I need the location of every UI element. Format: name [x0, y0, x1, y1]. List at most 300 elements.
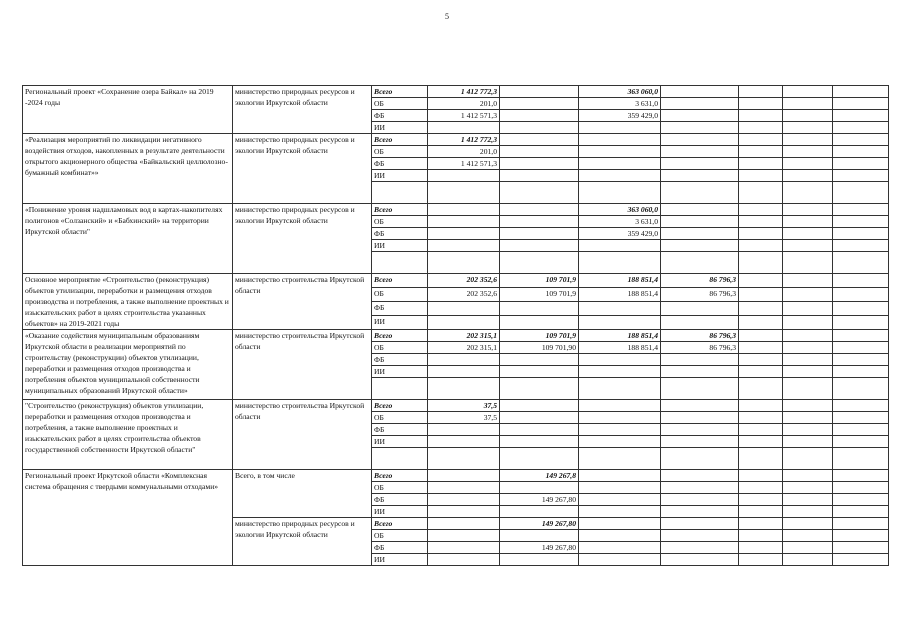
empty-cell — [579, 448, 661, 470]
table-row — [23, 86, 889, 98]
amount-cell: 202 352,6 — [428, 274, 500, 288]
funding-type-cell: ИИ — [372, 506, 428, 518]
empty-cell — [783, 240, 833, 252]
amount-cell — [661, 354, 739, 366]
empty-cell — [833, 518, 889, 530]
empty-cell — [783, 216, 833, 228]
amount-cell — [661, 554, 739, 566]
amount-cell — [428, 216, 500, 228]
amount-cell: 1 412 772,3 — [428, 134, 500, 146]
amount-cell — [739, 400, 783, 412]
amount-cell — [500, 228, 579, 240]
amount-cell: 86 796,3 — [661, 288, 739, 302]
empty-cell — [783, 470, 833, 482]
funding-type-cell: ИИ — [372, 122, 428, 134]
amount-cell — [428, 518, 500, 530]
amount-cell — [661, 366, 739, 378]
amount-cell — [579, 412, 661, 424]
amount-cell — [661, 470, 739, 482]
empty-cell — [783, 228, 833, 240]
amount-cell — [661, 302, 739, 316]
amount-cell — [428, 436, 500, 448]
amount-cell — [428, 482, 500, 494]
empty-cell — [783, 302, 833, 316]
amount-cell: 188 851,4 — [579, 342, 661, 354]
amount-cell — [739, 134, 783, 146]
empty-cell — [783, 110, 833, 122]
empty-cell — [783, 158, 833, 170]
amount-cell: 359 429,0 — [579, 110, 661, 122]
executor-cell: министерство природных ресурсов и экологии Иркутской области — [233, 134, 372, 204]
amount-cell — [428, 204, 500, 216]
empty-cell — [739, 378, 783, 400]
amount-cell — [579, 424, 661, 436]
amount-cell — [579, 436, 661, 448]
funding-type-cell: ОБ — [372, 482, 428, 494]
empty-cell — [661, 448, 739, 470]
empty-cell — [661, 252, 739, 274]
amount-cell — [500, 86, 579, 98]
executor-cell: министерство строительства Иркутской области — [233, 330, 372, 400]
amount-cell — [428, 302, 500, 316]
amount-cell — [661, 506, 739, 518]
empty-cell — [833, 342, 889, 354]
funding-type-cell: ОБ — [372, 216, 428, 228]
amount-cell: 86 796,3 — [661, 342, 739, 354]
empty-cell — [428, 182, 500, 204]
amount-cell — [739, 518, 783, 530]
funding-type-cell: ОБ — [372, 412, 428, 424]
empty-cell — [833, 554, 889, 566]
empty-cell — [783, 482, 833, 494]
empty-cell — [783, 436, 833, 448]
amount-cell — [661, 542, 739, 554]
empty-cell — [833, 288, 889, 302]
amount-cell: 363 060,0 — [579, 86, 661, 98]
empty-cell — [833, 542, 889, 554]
amount-cell — [661, 204, 739, 216]
amount-cell: 86 796,3 — [661, 274, 739, 288]
amount-cell — [500, 424, 579, 436]
funding-type-cell: ИИ — [372, 316, 428, 330]
amount-cell — [739, 542, 783, 554]
amount-cell — [428, 354, 500, 366]
empty-cell — [833, 412, 889, 424]
empty-cell — [500, 378, 579, 400]
empty-cell — [500, 448, 579, 470]
table-row — [23, 204, 889, 216]
empty-cell — [739, 252, 783, 274]
empty-cell — [833, 354, 889, 366]
amount-cell — [739, 274, 783, 288]
funding-type-cell: ФБ — [372, 302, 428, 316]
empty-cell — [428, 252, 500, 274]
amount-cell — [661, 518, 739, 530]
empty-cell — [783, 506, 833, 518]
funding-type-cell: ФБ — [372, 354, 428, 366]
amount-cell — [579, 170, 661, 182]
amount-cell — [579, 530, 661, 542]
amount-cell — [579, 494, 661, 506]
empty-cell — [783, 86, 833, 98]
funding-type-cell: ОБ — [372, 146, 428, 158]
empty-cell — [783, 542, 833, 554]
funding-type-cell: Всего — [372, 274, 428, 288]
empty-cell — [833, 158, 889, 170]
amount-cell — [579, 158, 661, 170]
amount-cell — [428, 240, 500, 252]
page-number: 5 — [445, 12, 449, 21]
amount-cell: 109 701,9 — [500, 274, 579, 288]
amount-cell — [500, 554, 579, 566]
amount-cell: 149 267,80 — [500, 518, 579, 530]
amount-cell — [661, 216, 739, 228]
amount-cell: 201,0 — [428, 146, 500, 158]
amount-cell — [661, 158, 739, 170]
amount-cell — [739, 342, 783, 354]
empty-cell — [833, 470, 889, 482]
amount-cell — [661, 122, 739, 134]
empty-cell — [579, 252, 661, 274]
amount-cell — [428, 506, 500, 518]
empty-cell — [833, 252, 889, 274]
amount-cell — [500, 158, 579, 170]
funding-type-cell: ФБ — [372, 424, 428, 436]
amount-cell — [661, 228, 739, 240]
amount-cell — [579, 366, 661, 378]
amount-cell: 359 429,0 — [579, 228, 661, 240]
executor-cell: министерство строительства Иркутской области — [233, 274, 372, 330]
amount-cell — [739, 354, 783, 366]
activity-name-cell: Основное мероприятие «Строительство (реконструкция) объектов утилизации, переработки и размещения отходов производства и потребления, а также выполнение проектных и изыскательских работ в целях строительства указанных объектов» на 2019-2021 годы — [23, 274, 233, 330]
empty-cell — [833, 146, 889, 158]
empty-cell — [833, 436, 889, 448]
table-row — [23, 274, 889, 288]
amount-cell: 109 701,9 — [500, 288, 579, 302]
amount-cell — [500, 122, 579, 134]
empty-cell — [833, 530, 889, 542]
amount-cell — [579, 400, 661, 412]
empty-cell — [783, 378, 833, 400]
amount-cell — [739, 98, 783, 110]
empty-cell — [783, 400, 833, 412]
amount-cell — [579, 506, 661, 518]
empty-cell — [833, 424, 889, 436]
amount-cell — [661, 316, 739, 330]
empty-cell — [783, 134, 833, 146]
empty-cell — [833, 204, 889, 216]
empty-cell — [833, 110, 889, 122]
amount-cell — [739, 110, 783, 122]
amount-cell — [739, 216, 783, 228]
amount-cell — [579, 146, 661, 158]
amount-cell — [500, 98, 579, 110]
amount-cell — [500, 134, 579, 146]
amount-cell — [739, 170, 783, 182]
amount-cell — [739, 470, 783, 482]
amount-cell: 149 267,80 — [500, 494, 579, 506]
amount-cell — [500, 412, 579, 424]
funding-type-cell: ОБ — [372, 342, 428, 354]
amount-cell — [428, 316, 500, 330]
amount-cell — [739, 204, 783, 216]
amount-cell — [661, 400, 739, 412]
table-row — [23, 134, 889, 146]
amount-cell — [500, 366, 579, 378]
funding-type-cell: ОБ — [372, 98, 428, 110]
amount-cell: 86 796,3 — [661, 330, 739, 342]
amount-cell: 202 315,1 — [428, 342, 500, 354]
amount-cell — [500, 204, 579, 216]
empty-cell — [783, 354, 833, 366]
amount-cell — [579, 316, 661, 330]
amount-cell — [500, 146, 579, 158]
amount-cell — [579, 542, 661, 554]
amount-cell: 3 631,0 — [579, 98, 661, 110]
amount-cell — [661, 110, 739, 122]
empty-cell — [783, 494, 833, 506]
amount-cell: 202 315,1 — [428, 330, 500, 342]
amount-cell — [739, 530, 783, 542]
empty-cell — [661, 378, 739, 400]
amount-cell — [500, 482, 579, 494]
empty-cell — [372, 182, 428, 204]
amount-cell — [739, 302, 783, 316]
funding-type-cell: ИИ — [372, 436, 428, 448]
empty-cell — [833, 98, 889, 110]
empty-cell — [833, 494, 889, 506]
funding-type-cell: ФБ — [372, 110, 428, 122]
empty-cell — [428, 448, 500, 470]
amount-cell — [739, 494, 783, 506]
amount-cell — [661, 240, 739, 252]
empty-cell — [783, 518, 833, 530]
amount-cell — [661, 146, 739, 158]
amount-cell — [739, 482, 783, 494]
amount-cell — [739, 316, 783, 330]
amount-cell — [428, 228, 500, 240]
empty-cell — [833, 506, 889, 518]
funding-type-cell: ИИ — [372, 366, 428, 378]
amount-cell — [428, 170, 500, 182]
amount-cell — [739, 436, 783, 448]
empty-cell — [783, 448, 833, 470]
amount-cell — [428, 542, 500, 554]
funding-type-cell: ФБ — [372, 228, 428, 240]
amount-cell — [428, 470, 500, 482]
empty-cell — [783, 412, 833, 424]
executor-cell: министерство природных ресурсов и экологии Иркутской области — [233, 518, 372, 566]
amount-cell — [661, 482, 739, 494]
amount-cell — [500, 216, 579, 228]
amount-cell — [739, 86, 783, 98]
empty-cell — [783, 274, 833, 288]
amount-cell — [500, 110, 579, 122]
amount-cell — [428, 122, 500, 134]
amount-cell — [661, 86, 739, 98]
empty-cell — [783, 330, 833, 342]
empty-cell — [783, 204, 833, 216]
empty-cell — [783, 342, 833, 354]
empty-cell — [833, 482, 889, 494]
amount-cell: 201,0 — [428, 98, 500, 110]
amount-cell — [579, 518, 661, 530]
amount-cell — [739, 330, 783, 342]
empty-cell — [372, 252, 428, 274]
empty-cell — [739, 182, 783, 204]
amount-cell: 202 352,6 — [428, 288, 500, 302]
empty-cell — [783, 146, 833, 158]
empty-cell — [783, 424, 833, 436]
amount-cell — [500, 302, 579, 316]
amount-cell: 37,5 — [428, 400, 500, 412]
amount-cell — [500, 316, 579, 330]
amount-cell — [739, 228, 783, 240]
amount-cell — [739, 506, 783, 518]
funding-type-cell: ОБ — [372, 530, 428, 542]
amount-cell — [500, 354, 579, 366]
funding-type-cell: ФБ — [372, 158, 428, 170]
amount-cell — [500, 530, 579, 542]
empty-cell — [833, 228, 889, 240]
funding-type-cell: Всего — [372, 86, 428, 98]
amount-cell — [739, 554, 783, 566]
funding-type-cell: Всего — [372, 330, 428, 342]
empty-cell — [783, 170, 833, 182]
amount-cell — [739, 412, 783, 424]
amount-cell: 188 851,4 — [579, 274, 661, 288]
empty-cell — [783, 366, 833, 378]
empty-cell — [783, 98, 833, 110]
empty-cell — [500, 252, 579, 274]
amount-cell — [428, 554, 500, 566]
amount-cell — [579, 554, 661, 566]
amount-cell — [579, 482, 661, 494]
amount-cell: 1 412 571,3 — [428, 110, 500, 122]
amount-cell — [661, 412, 739, 424]
empty-cell — [428, 378, 500, 400]
funding-type-cell: Всего — [372, 518, 428, 530]
funding-type-cell: ИИ — [372, 554, 428, 566]
funding-type-cell: Всего — [372, 470, 428, 482]
amount-cell — [579, 240, 661, 252]
amount-cell — [428, 366, 500, 378]
amount-cell — [661, 494, 739, 506]
amount-cell — [739, 146, 783, 158]
empty-cell — [579, 182, 661, 204]
amount-cell: 1 412 571,3 — [428, 158, 500, 170]
amount-cell — [739, 366, 783, 378]
activity-name-cell: «Реализация мероприятий по ликвидации негативного воздействия отходов, накопленных в результате деятельности открытого акционерного общества «Байкальский целлюлозно-бумажный комбинат»» — [23, 134, 233, 204]
empty-cell — [661, 182, 739, 204]
amount-cell — [661, 424, 739, 436]
amount-cell: 3 631,0 — [579, 216, 661, 228]
amount-cell — [500, 436, 579, 448]
empty-cell — [833, 448, 889, 470]
activity-name-cell: «Оказание содействия муниципальным образованиям Иркутской области в реализации мероприятий по строительству (реконструкции) объектов утилизации, переработки и размещения отходов производства и потребления объектов муниципальной собственности муниципальных образований Иркутской области» — [23, 330, 233, 400]
executor-cell: Всего, в том числе — [233, 470, 372, 518]
amount-cell — [739, 424, 783, 436]
empty-cell — [833, 316, 889, 330]
empty-cell — [783, 316, 833, 330]
amount-cell — [579, 134, 661, 146]
table-row — [23, 470, 889, 482]
empty-cell — [833, 274, 889, 288]
amount-cell: 37,5 — [428, 412, 500, 424]
activity-name-cell: Региональный проект Иркутской области «Комплексная система обращения с твердыми коммунальными отходами» — [23, 470, 233, 566]
amount-cell — [739, 158, 783, 170]
empty-cell — [833, 216, 889, 228]
empty-cell — [833, 122, 889, 134]
amount-cell — [500, 506, 579, 518]
empty-cell — [833, 170, 889, 182]
amount-cell — [661, 530, 739, 542]
amount-cell — [661, 436, 739, 448]
empty-cell — [783, 288, 833, 302]
empty-cell — [372, 448, 428, 470]
table-row — [23, 330, 889, 342]
amount-cell — [739, 288, 783, 302]
amount-cell: 149 267,8 — [500, 470, 579, 482]
empty-cell — [783, 182, 833, 204]
empty-cell — [833, 182, 889, 204]
amount-cell — [579, 302, 661, 316]
funding-type-cell: ОБ — [372, 288, 428, 302]
amount-cell — [579, 470, 661, 482]
empty-cell — [833, 134, 889, 146]
executor-cell: министерство природных ресурсов и экологии Иркутской области — [233, 86, 372, 134]
funding-type-cell: Всего — [372, 134, 428, 146]
empty-cell — [833, 400, 889, 412]
activity-name-cell: «Понижение уровня надшламовых вод в картах-накопителях полигонов «Солзанский» и «Бабхинский» на территории Иркутской области" — [23, 204, 233, 274]
amount-cell — [661, 134, 739, 146]
amount-cell — [661, 98, 739, 110]
empty-cell — [833, 302, 889, 316]
amount-cell — [739, 122, 783, 134]
activity-name-cell: "Строительство (реконструкция) объектов утилизации, переработки и размещения отходов производства и потребления, а также выполнение проектных и изыскательских работ в целях строительства объектов государственной собственности Иркутской области" — [23, 400, 233, 470]
amount-cell — [579, 354, 661, 366]
funding-type-cell: Всего — [372, 400, 428, 412]
table-row — [23, 400, 889, 412]
empty-cell — [833, 240, 889, 252]
empty-cell — [579, 378, 661, 400]
amount-cell — [661, 170, 739, 182]
amount-cell: 363 060,0 — [579, 204, 661, 216]
empty-cell — [833, 378, 889, 400]
empty-cell — [739, 448, 783, 470]
executor-cell: министерство строительства Иркутской области — [233, 400, 372, 470]
funding-type-cell: ФБ — [372, 542, 428, 554]
funding-type-cell: ФБ — [372, 494, 428, 506]
empty-cell — [783, 554, 833, 566]
amount-cell: 1 412 772,3 — [428, 86, 500, 98]
empty-cell — [783, 122, 833, 134]
amount-cell — [579, 122, 661, 134]
funding-type-cell: ИИ — [372, 170, 428, 182]
funding-type-cell: Всего — [372, 204, 428, 216]
executor-cell: министерство природных ресурсов и экологии Иркутской области — [233, 204, 372, 274]
funding-type-cell: ИИ — [372, 240, 428, 252]
empty-cell — [783, 530, 833, 542]
amount-cell — [500, 240, 579, 252]
amount-cell — [500, 170, 579, 182]
empty-cell — [833, 366, 889, 378]
amount-cell: 188 851,4 — [579, 288, 661, 302]
amount-cell — [500, 400, 579, 412]
amount-cell: 109 701,90 — [500, 342, 579, 354]
empty-cell — [500, 182, 579, 204]
empty-cell — [783, 252, 833, 274]
